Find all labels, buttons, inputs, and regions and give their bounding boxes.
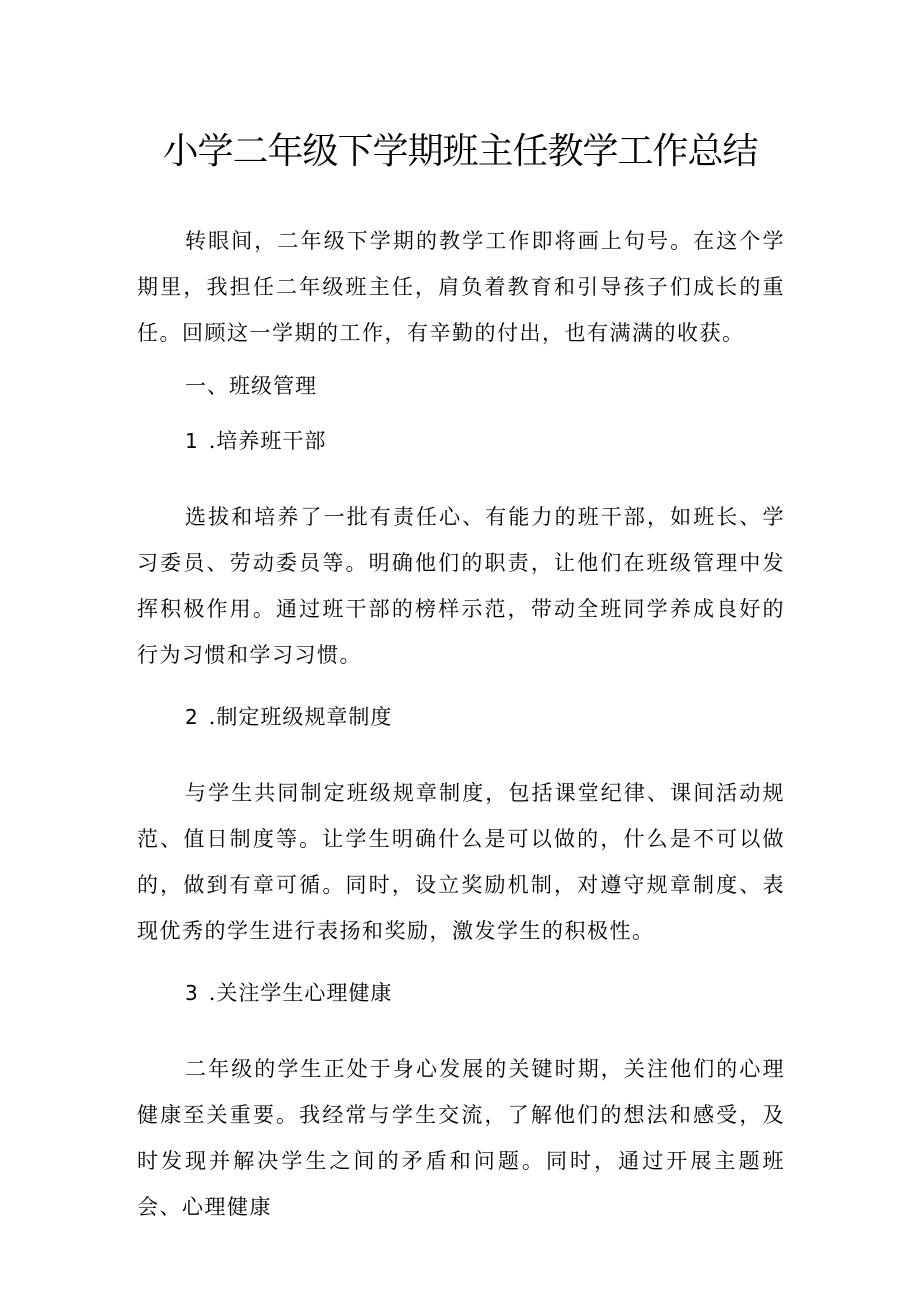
subsection-number: 1: [185, 429, 199, 453]
subsection-heading-3: [185, 970, 392, 1016]
paragraph-mental-health: 二年级的学生正处于身心发展的关键时期，关注他们的心理健康至关重要。我经常与学生交流，了解他们的想法和感受，及时发现并解决学生之间的矛盾和问题。同时，通过开展主题班会、心理健康: [137, 1057, 785, 1219]
subsection-title: .培养班干部: [208, 429, 327, 453]
intro-paragraph: 转眼间，二年级下学期的教学工作即将画上句号。在这个学期里，我担任二年级班主任，肩负着教育和引导孩子们成长的重任。回顾这一学期的工作，有辛勤的付出，也有满满的收获。: [137, 229, 785, 345]
paragraph-class-cadres: 选拔和培养了一批有责任心、有能力的班干部，如班长、学习委员、劳动委员等。明确他们的职责，让他们在班级管理中发挥积极作用。通过班干部的榜样示范，带动全班同学养成良好的行为习惯和学习习惯。: [137, 505, 785, 667]
subsection-number: 3: [185, 981, 199, 1005]
subsection-heading-1: [185, 418, 326, 464]
section-heading-class-management: 一、班级管理: [185, 374, 317, 398]
subsection-title: .制定班级规章制度: [208, 705, 393, 729]
subsection-number: 2: [185, 705, 199, 729]
document-title: 小学二年级下学期班主任教学工作总结: [162, 131, 758, 172]
paragraph-class-rules: 与学生共同制定班级规章制度，包括课堂纪律、课间活动规范、值日制度等。让学生明确什么是可以做的，什么是不可以做的，做到有章可循。同时，设立奖励机制，对遵守规章制度、表现优秀的学生进行表扬和奖励，激发学生的积极性。: [137, 781, 785, 943]
subsection-heading-2: [185, 694, 392, 740]
subsection-title: .关注学生心理健康: [208, 981, 393, 1005]
